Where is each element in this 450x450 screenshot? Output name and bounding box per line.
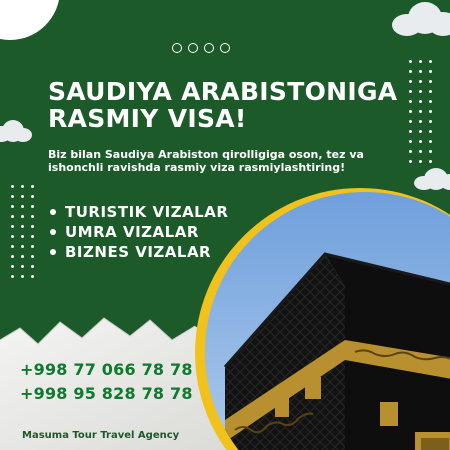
slider-dots (172, 43, 230, 53)
list-item: TURISTIK VIZALAR (50, 202, 228, 222)
phone-list (20, 358, 193, 406)
bullet-icon (50, 209, 56, 215)
dot-grid-decoration (11, 185, 34, 278)
bullet-icon (50, 229, 56, 235)
cloud-decoration (414, 168, 450, 192)
slider-dot (188, 43, 198, 53)
headline (48, 78, 397, 132)
cloud-decoration (0, 120, 30, 144)
subtitle: Biz bilan Saudiya Arabiston qirolligiga oson, tez va ishonchli ravishda rasmiy viza rasmiylashtiring! (48, 148, 364, 174)
slider-dot (204, 43, 214, 53)
visa-type-list (50, 202, 228, 262)
agency-name: Masuma Tour Travel Agency (22, 430, 180, 441)
slider-dot (172, 43, 182, 53)
slider-dot (220, 43, 230, 53)
headline-line: SAUDIYA ARABISTONIGA (48, 77, 398, 106)
phone-number[interactable]: +998 95 828 78 78 (20, 384, 193, 403)
list-item: BIZNES VIZALAR (50, 242, 228, 262)
corner-circle-decoration (0, 0, 60, 40)
dot-grid-decoration (409, 60, 432, 163)
list-item: UMRA VIZALAR (50, 222, 228, 242)
kaaba-photo (205, 192, 450, 450)
phone-number[interactable]: +998 77 066 78 78 (20, 360, 193, 379)
bullet-icon (50, 249, 56, 255)
kaaba-illustration (205, 192, 450, 450)
cloud-decoration (386, 0, 450, 40)
headline-line: RASMIY VISA! (48, 104, 247, 133)
